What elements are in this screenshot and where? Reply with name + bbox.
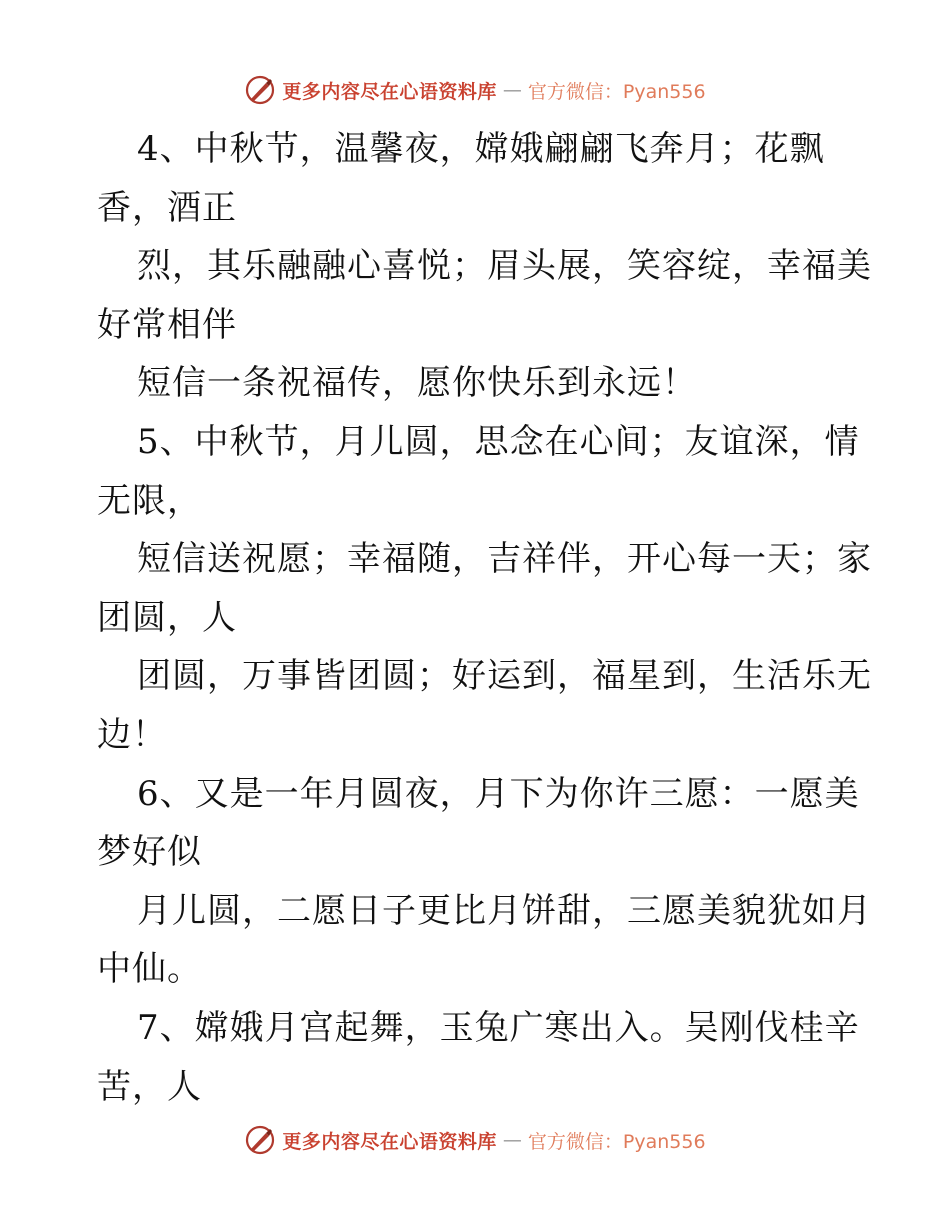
header-banner [0,70,950,110]
text-line: 团圆，万事皆团圆；好运到，福星到，生活乐无 [137,656,872,697]
text-line: 短信一条祝福传，愿你快乐到永远！ [137,363,697,404]
text-line: 月儿圆，二愿日子更比月饼甜，三愿美貌犹如月 [137,890,872,931]
banner-wechat: 官方微信：Pyan556 [527,1130,706,1153]
banner-wechat: 官方微信：Pyan556 [527,80,706,103]
text-line: 梦好似 [97,832,202,873]
text-line: 5、中秋节，月儿圆，思念在心间；友谊深，情 [137,421,860,462]
text-line: 香，酒正 [97,187,237,228]
text-line: 7、嫦娥月宫起舞，玉兔广寒出入。吴刚伐桂辛 [137,1007,860,1048]
pen-logo-icon [244,74,276,106]
footer-banner [0,1120,950,1160]
text-line: 中仙。 [97,949,202,990]
banner-dash: — [502,79,522,101]
text-line: 团圆，人 [97,597,237,638]
text-line: 短信送祝愿；幸福随，吉祥伴，开心每一天；家 [137,539,872,580]
banner-text: 更多内容尽在心语资料库 [282,1130,497,1153]
pen-logo-icon [244,1124,276,1156]
document-body [97,120,872,1116]
banner-dash: — [502,1129,522,1151]
text-line: 边！ [97,714,167,755]
text-line: 好常相伴 [97,304,237,345]
banner-text: 更多内容尽在心语资料库 [282,80,497,103]
text-line: 6、又是一年月圆夜，月下为你许三愿：一愿美 [137,773,860,814]
text-line: 无限， [97,480,202,521]
text-line: 苦，人 [97,1066,202,1107]
text-line: 4、中秋节，温馨夜，嫦娥翩翩飞奔月；花飘 [137,129,825,169]
text-line: 烈，其乐融融心喜悦；眉头展，笑容绽，幸福美 [137,246,872,287]
